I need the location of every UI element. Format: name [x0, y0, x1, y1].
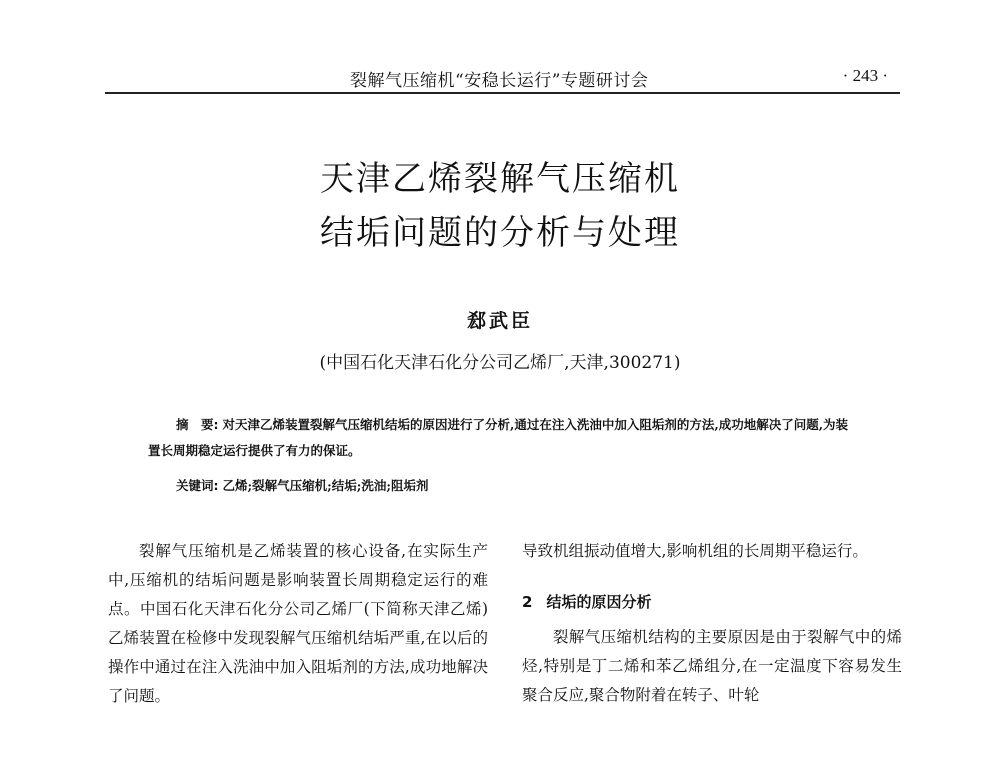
- page-number: · 243 ·: [842, 66, 888, 85]
- abstract-text: 对天津乙烯装置裂解气压缩机结垢的原因进行了分析,通过在注入洗油中加入阻垢剂的方法,成功地解决了问题,为装置长周期稳定运行提供了有力的保证。: [148, 417, 849, 458]
- title-line-1: 天津乙烯裂解气压缩机: [320, 159, 680, 199]
- running-title: 裂解气压缩机“安稳长运行”专题研讨会: [350, 71, 649, 91]
- title-line-2: 结垢问题的分析与处理: [320, 213, 680, 253]
- keywords: [176, 476, 428, 494]
- cause-paragraph: 裂解气压缩机结构的主要原因是由于裂解气中的烯烃,特别是丁二烯和苯乙烯组分,在一定温度下容易发生聚合反应,聚合物附着在转子、叶轮: [522, 628, 902, 704]
- author-name: 郄武臣: [466, 310, 533, 332]
- author-affiliation: (中国石化天津石化分公司乙烯厂,天津,300271): [319, 353, 681, 373]
- section-title: 结垢的原因分析: [546, 593, 652, 611]
- section-heading: [522, 588, 902, 617]
- paper-title: [0, 152, 1000, 260]
- abstract-label: 摘 要:: [176, 417, 219, 432]
- keywords-label: 关键词:: [176, 478, 219, 493]
- body-column-right: [522, 537, 902, 710]
- abstract: [148, 412, 860, 464]
- page-header: [105, 62, 900, 94]
- body-column-left: [108, 537, 488, 711]
- keywords-text: 乙烯;裂解气压缩机;结垢;洗油;阻垢剂: [222, 478, 429, 493]
- intro-paragraph: 裂解气压缩机是乙烯装置的核心设备,在实际生产中,压缩机的结垢问题是影响装置长周期稳定运行的难点。中国石化天津石化分公司乙烯厂(下简称天津乙烯)乙烯装置在检修中发现裂解气压缩机结垢严重,在以后的操作中通过在注入洗油中加入阻垢剂的方法,成功地解决了问题。: [108, 542, 488, 705]
- section-number: 2: [522, 593, 533, 611]
- continued-paragraph: 导致机组振动值增大,影响机组的长周期平稳运行。: [522, 542, 868, 560]
